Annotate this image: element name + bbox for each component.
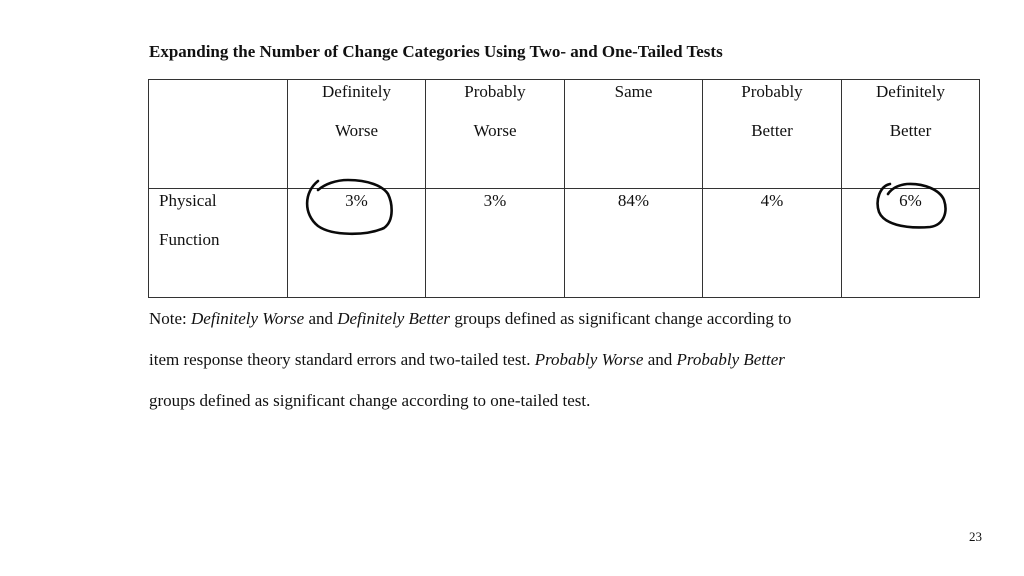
- header-line: Worse: [473, 121, 517, 140]
- header-row: [149, 80, 980, 189]
- value-same: 84%: [565, 189, 703, 298]
- change-categories-table: [148, 79, 980, 298]
- header-line: Better: [889, 121, 932, 140]
- header-line: Same: [614, 82, 653, 101]
- header-line: Probably: [464, 82, 526, 101]
- note-line-1: Note: Definitely Worse and Definitely Better groups defined as significant change according to: [149, 309, 792, 328]
- header-probably-worse: [426, 80, 565, 189]
- table-row: [149, 189, 980, 298]
- header-definitely-worse: [288, 80, 426, 189]
- note-line-3: groups defined as significant change according to one-tailed test.: [149, 391, 591, 410]
- page-number: 23: [969, 529, 982, 544]
- value-definitely-worse: 3%: [288, 189, 426, 298]
- header-line: Definitely: [876, 82, 945, 101]
- value-definitely-better: 6%: [842, 189, 980, 298]
- row-label-physical-function: [149, 189, 288, 298]
- header-line: Probably: [741, 82, 803, 101]
- header-line: Better: [751, 121, 793, 140]
- header-definitely-better: [842, 80, 980, 189]
- header-line: Definitely: [322, 82, 391, 101]
- value-probably-better: 4%: [703, 189, 842, 298]
- table-title: Expanding the Number of Change Categories Using Two- and One-Tailed Tests: [149, 42, 723, 61]
- header-empty-cell: [149, 80, 288, 189]
- header-line: Worse: [334, 121, 378, 140]
- note-line-2: item response theory standard errors and two-tailed test. Probably Worse and Probably Better: [149, 350, 785, 369]
- header-probably-better: [703, 80, 842, 189]
- row-label-line: Function: [159, 230, 220, 249]
- value-probably-worse: 3%: [426, 189, 565, 298]
- row-label-line: Physical: [159, 191, 217, 210]
- header-same: [565, 80, 703, 189]
- table-note: [149, 298, 979, 421]
